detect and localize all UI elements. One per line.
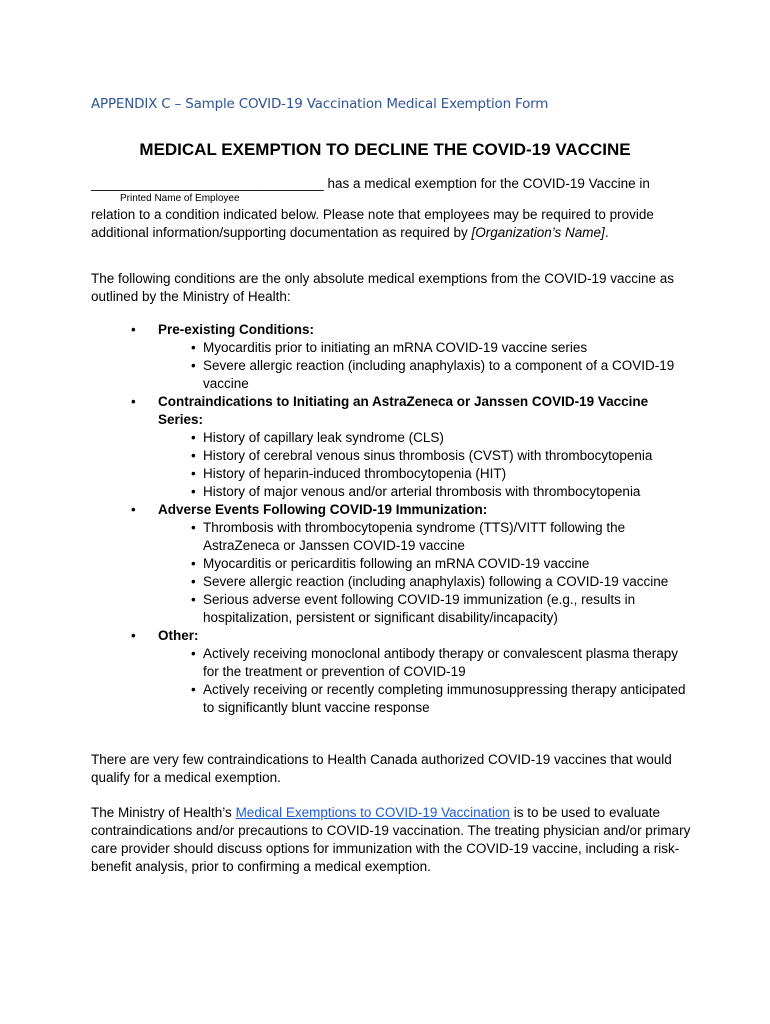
form-title: MEDICAL EXEMPTION TO DECLINE THE COVID-19 VACCINE <box>139 140 631 159</box>
sub-bullet-icon: • <box>191 646 196 661</box>
category-label: Other: <box>158 628 199 643</box>
sub-bullet-icon: • <box>191 682 196 697</box>
category-other <box>91 627 691 645</box>
list-item: • History of major venous and/or arterial thrombosis with thrombocytopenia <box>191 484 641 499</box>
appendix-heading: APPENDIX C – Sample COVID-19 Vaccination Medical Exemption Form <box>91 96 549 112</box>
medical-exemptions-link[interactable]: Medical Exemptions to COVID-19 Vaccination <box>235 805 510 820</box>
sub-bullet-icon: • <box>191 520 196 535</box>
sub-bullet-icon: • <box>191 340 196 355</box>
sub-bullet-icon: • <box>191 466 196 481</box>
sub-bullet-icon: • <box>191 430 196 445</box>
sub-bullet-icon: • <box>191 448 196 463</box>
category-label: Contraindications to Initiating an AstraZeneca or Janssen COVID-19 Vaccine Series: <box>158 394 649 427</box>
sub-bullet-icon: • <box>191 358 196 373</box>
employee-name-caption: Printed Name of Employee <box>120 193 240 204</box>
sub-bullet-icon: • <box>191 592 196 607</box>
list-item: • Actively receiving monoclonal antibody therapy or convalescent plasma therapy for the treatment or prevention of COVID-19 <box>191 646 679 679</box>
sub-bullet-icon: • <box>191 574 196 589</box>
employee-name-line <box>91 176 650 191</box>
exemption-statement: has a medical exemption for the COVID-19 Vaccine in <box>323 176 650 191</box>
relation-paragraph: relation to a condition indicated below. Please note that employees may be required to provide additional information/supporting documentation as required by [Organization’s Name]. <box>91 207 654 240</box>
ministry-paragraph: The Ministry of Health’s Medical Exemptions to COVID-19 Vaccination is to be used to evaluate contraindications and/or precautions to COVID-19 vaccination. The treating physician and/or primary care provider should discuss options for immunization with the COVID-19 vaccine, including a risk-benefit analysis, prior to confirming a medical exemption. <box>91 805 691 874</box>
sub-bullet-icon: • <box>191 484 196 499</box>
category-label: Adverse Events Following COVID-19 Immunization: <box>158 502 488 517</box>
bullet-icon: • <box>131 322 136 337</box>
list-item: • History of heparin-induced thrombocytopenia (HIT) <box>191 466 507 481</box>
list-item: • Severe allergic reaction (including anaphylaxis) to a component of a COVID-19 vaccine <box>191 358 675 391</box>
bullet-icon: • <box>131 394 136 409</box>
bullet-icon: • <box>131 502 136 517</box>
list-item: • History of cerebral venous sinus thrombosis (CVST) with thrombocytopenia <box>191 448 653 463</box>
bullet-icon: • <box>131 628 136 643</box>
list-item: • Severe allergic reaction (including anaphylaxis) following a COVID-19 vaccine <box>191 574 669 589</box>
sub-bullet-icon: • <box>191 556 196 571</box>
conditions-list <box>91 321 691 717</box>
few-contraindications-paragraph: There are very few contraindications to Health Canada authorized COVID-19 vaccines that would qualify for a medical exemption. <box>91 752 672 785</box>
list-item: • Thrombosis with thrombocytopenia syndrome (TTS)/VITT following the AstraZeneca or Janssen COVID-19 vaccine <box>191 520 626 553</box>
category-label: Pre-existing Conditions: <box>158 322 315 337</box>
conditions-intro-paragraph: The following conditions are the only absolute medical exemptions from the COVID-19 vaccine as outlined by the Ministry of Health: <box>91 271 675 304</box>
organization-name-placeholder: [Organization’s Name] <box>471 225 605 240</box>
list-item: • History of capillary leak syndrome (CLS) <box>191 430 444 445</box>
list-item: • Serious adverse event following COVID-19 immunization (e.g., results in hospitalization, persistent or significant disability/incapacity) <box>191 592 636 625</box>
list-item: • Actively receiving or recently completing immunosuppressing therapy anticipated to significantly blunt vaccine response <box>191 682 686 715</box>
list-item: • Myocarditis prior to initiating an mRNA COVID-19 vaccine series <box>191 340 588 355</box>
category-adverse-events <box>91 501 691 519</box>
employee-name-blank: _______________________________ <box>91 176 324 191</box>
category-pre-existing <box>91 321 691 339</box>
list-item: • Myocarditis or pericarditis following an mRNA COVID-19 vaccine <box>191 556 590 571</box>
category-contraindications <box>91 393 691 429</box>
